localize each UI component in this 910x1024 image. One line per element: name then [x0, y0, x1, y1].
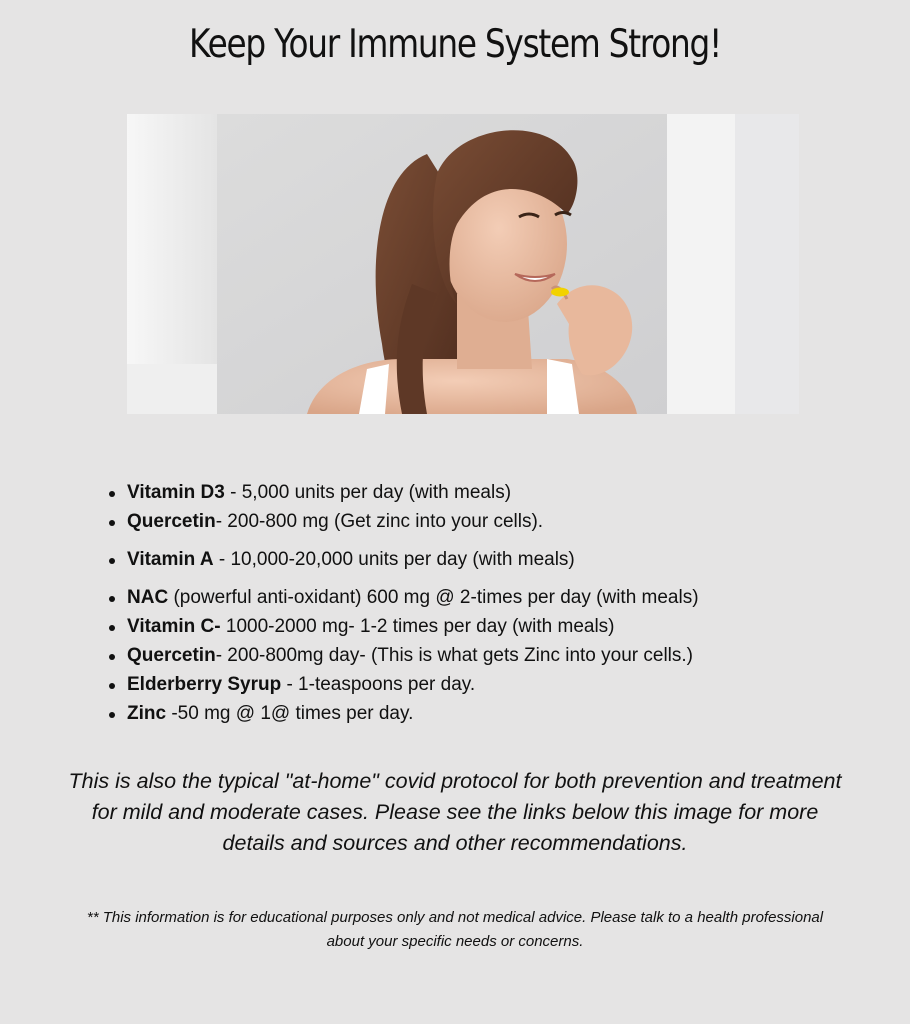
- list-item: [106, 699, 699, 728]
- list-item: [106, 507, 699, 536]
- list-item: [106, 612, 699, 641]
- supplement-name: Vitamin D3: [127, 482, 225, 503]
- list-item: [106, 670, 699, 699]
- list-item: [106, 641, 699, 670]
- supplement-detail: - 200-800 mg (Get zinc into your cells).: [215, 511, 544, 532]
- list-item: [106, 478, 699, 507]
- supplement-detail: - 1-teaspoons per day.: [281, 674, 476, 695]
- supplement-detail: - 5,000 units per day (with meals): [224, 482, 512, 503]
- supplement-detail: 1000-2000 mg- 1-2 times per day (with meals): [220, 616, 615, 637]
- supplement-name: Zinc: [127, 703, 167, 724]
- supplement-name: Quercetin: [127, 511, 216, 532]
- supplement-name: Quercetin: [127, 645, 216, 666]
- supplement-name: NAC: [127, 587, 169, 608]
- supplement-name: Elderberry Syrup: [127, 674, 282, 695]
- supplement-name: Vitamin C-: [127, 616, 221, 637]
- supplement-detail: -50 mg @ 1@ times per day.: [166, 703, 414, 724]
- supplement-detail: (powerful anti-oxidant) 600 mg @ 2-times per day (with meals): [168, 587, 699, 608]
- supplement-name: Vitamin A: [127, 549, 214, 570]
- supplement-detail: - 10,000-20,000 units per day (with meals): [213, 549, 575, 570]
- protocol-note: This is also the typical "at-home" covid protocol for both prevention and treatment for mild and moderate cases. Please see the links below this image for more details and sources and other recommendations.: [68, 769, 842, 855]
- supplement-list: [106, 478, 699, 728]
- page-title: Keep Your Immune System Strong!: [189, 22, 721, 67]
- supplement-detail: - 200-800mg day- (This is what gets Zinc into your cells.): [215, 645, 693, 666]
- medical-disclaimer: ** This information is for educational purposes only and not medical advice. Please talk to a health professional about your specific needs or concerns.: [86, 909, 824, 950]
- list-item: [106, 545, 699, 574]
- woman-taking-supplement-image: [127, 114, 799, 414]
- list-item: [106, 583, 699, 612]
